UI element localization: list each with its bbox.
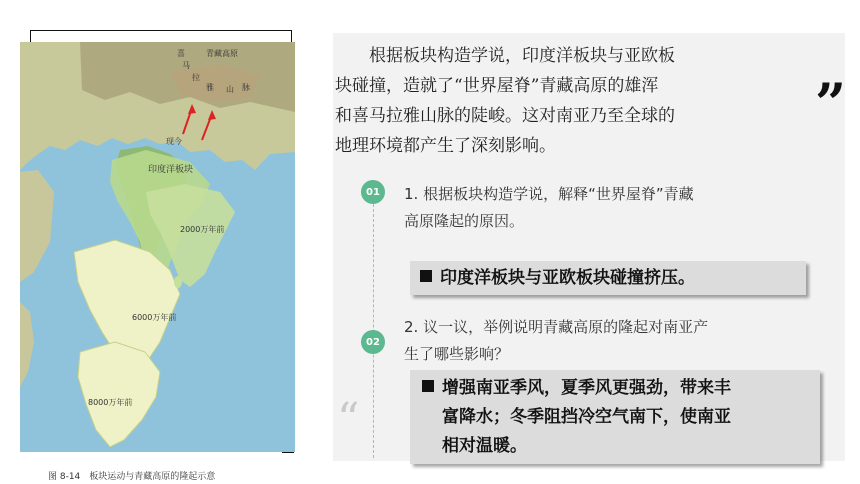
question-line: 1. 根据板块构造学说，解释“世界屋脊”青藏 bbox=[404, 185, 694, 203]
question-line: 生了哪些影响？ bbox=[404, 345, 510, 363]
map-label-8000: 8000万年前 bbox=[88, 398, 133, 407]
bracket-top bbox=[30, 30, 292, 31]
map-label-himalaya-a: 喜 bbox=[177, 49, 185, 58]
intro-line: 块碰撞，造就了“世界屋脊”青藏高原的雄浑 bbox=[335, 76, 659, 96]
plate-movement-map bbox=[20, 42, 295, 452]
question-1-text bbox=[404, 181, 694, 235]
bullet-square-icon bbox=[422, 380, 434, 392]
map-label-plate: 印度洋板块 bbox=[148, 165, 194, 175]
answer-1-text: 印度洋板块与亚欧板块碰撞挤压。 bbox=[440, 268, 695, 288]
map-label-himalaya-b: 马 bbox=[182, 61, 190, 70]
question-2-text bbox=[404, 314, 708, 368]
bullet-square-icon bbox=[420, 270, 432, 282]
intro-line: 地理环境都产生了深刻影响。 bbox=[335, 136, 556, 156]
map-label-6000: 6000万年前 bbox=[132, 313, 177, 322]
map-label-2000: 2000万年前 bbox=[180, 225, 225, 234]
map-label-himalaya-f: 脉 bbox=[242, 83, 250, 92]
open-quote-mark: “ bbox=[337, 394, 360, 445]
answer-2-line bbox=[422, 374, 810, 403]
map-label-himalaya-e: 山 bbox=[226, 85, 234, 94]
answer-2-line: 富降水；冬季阻挡冷空气南下，使南亚 bbox=[442, 407, 731, 427]
bracket-bottom bbox=[282, 452, 294, 453]
question-number-badge: 02 bbox=[361, 330, 385, 354]
intro-paragraph bbox=[333, 41, 803, 161]
close-quote-mark: ” bbox=[815, 71, 847, 135]
figure-caption: 图 8-14 板块运动与青藏高原的隆起示意 bbox=[48, 472, 216, 482]
figure-panel bbox=[20, 22, 295, 482]
question-line: 2. 议一议，举例说明青藏高原的隆起对南亚产 bbox=[404, 318, 709, 336]
intro-line: 和喜马拉雅山脉的陡峻。这对南亚乃至全球的 bbox=[335, 106, 675, 126]
map-label-himalaya-d: 雅 bbox=[206, 83, 214, 92]
answer-1-box bbox=[410, 261, 806, 295]
map-label-present: 现今 bbox=[166, 137, 182, 146]
answer-2-line: 相对温暖。 bbox=[442, 436, 527, 456]
bracket-top-left bbox=[30, 30, 31, 42]
answer-2-box bbox=[410, 370, 820, 464]
intro-line: 根据板块构造学说，印度洋板块与亚欧板 bbox=[369, 46, 675, 66]
map-label-himalaya-c: 拉 bbox=[192, 73, 200, 82]
map-label-plateau: 青藏高原 bbox=[206, 49, 238, 58]
answer-2-line-text: 增强南亚季风，夏季风更强劲，带来丰 bbox=[442, 378, 731, 398]
question-number-badge: 01 bbox=[361, 180, 385, 204]
question-line: 高原隆起的原因。 bbox=[404, 212, 525, 230]
